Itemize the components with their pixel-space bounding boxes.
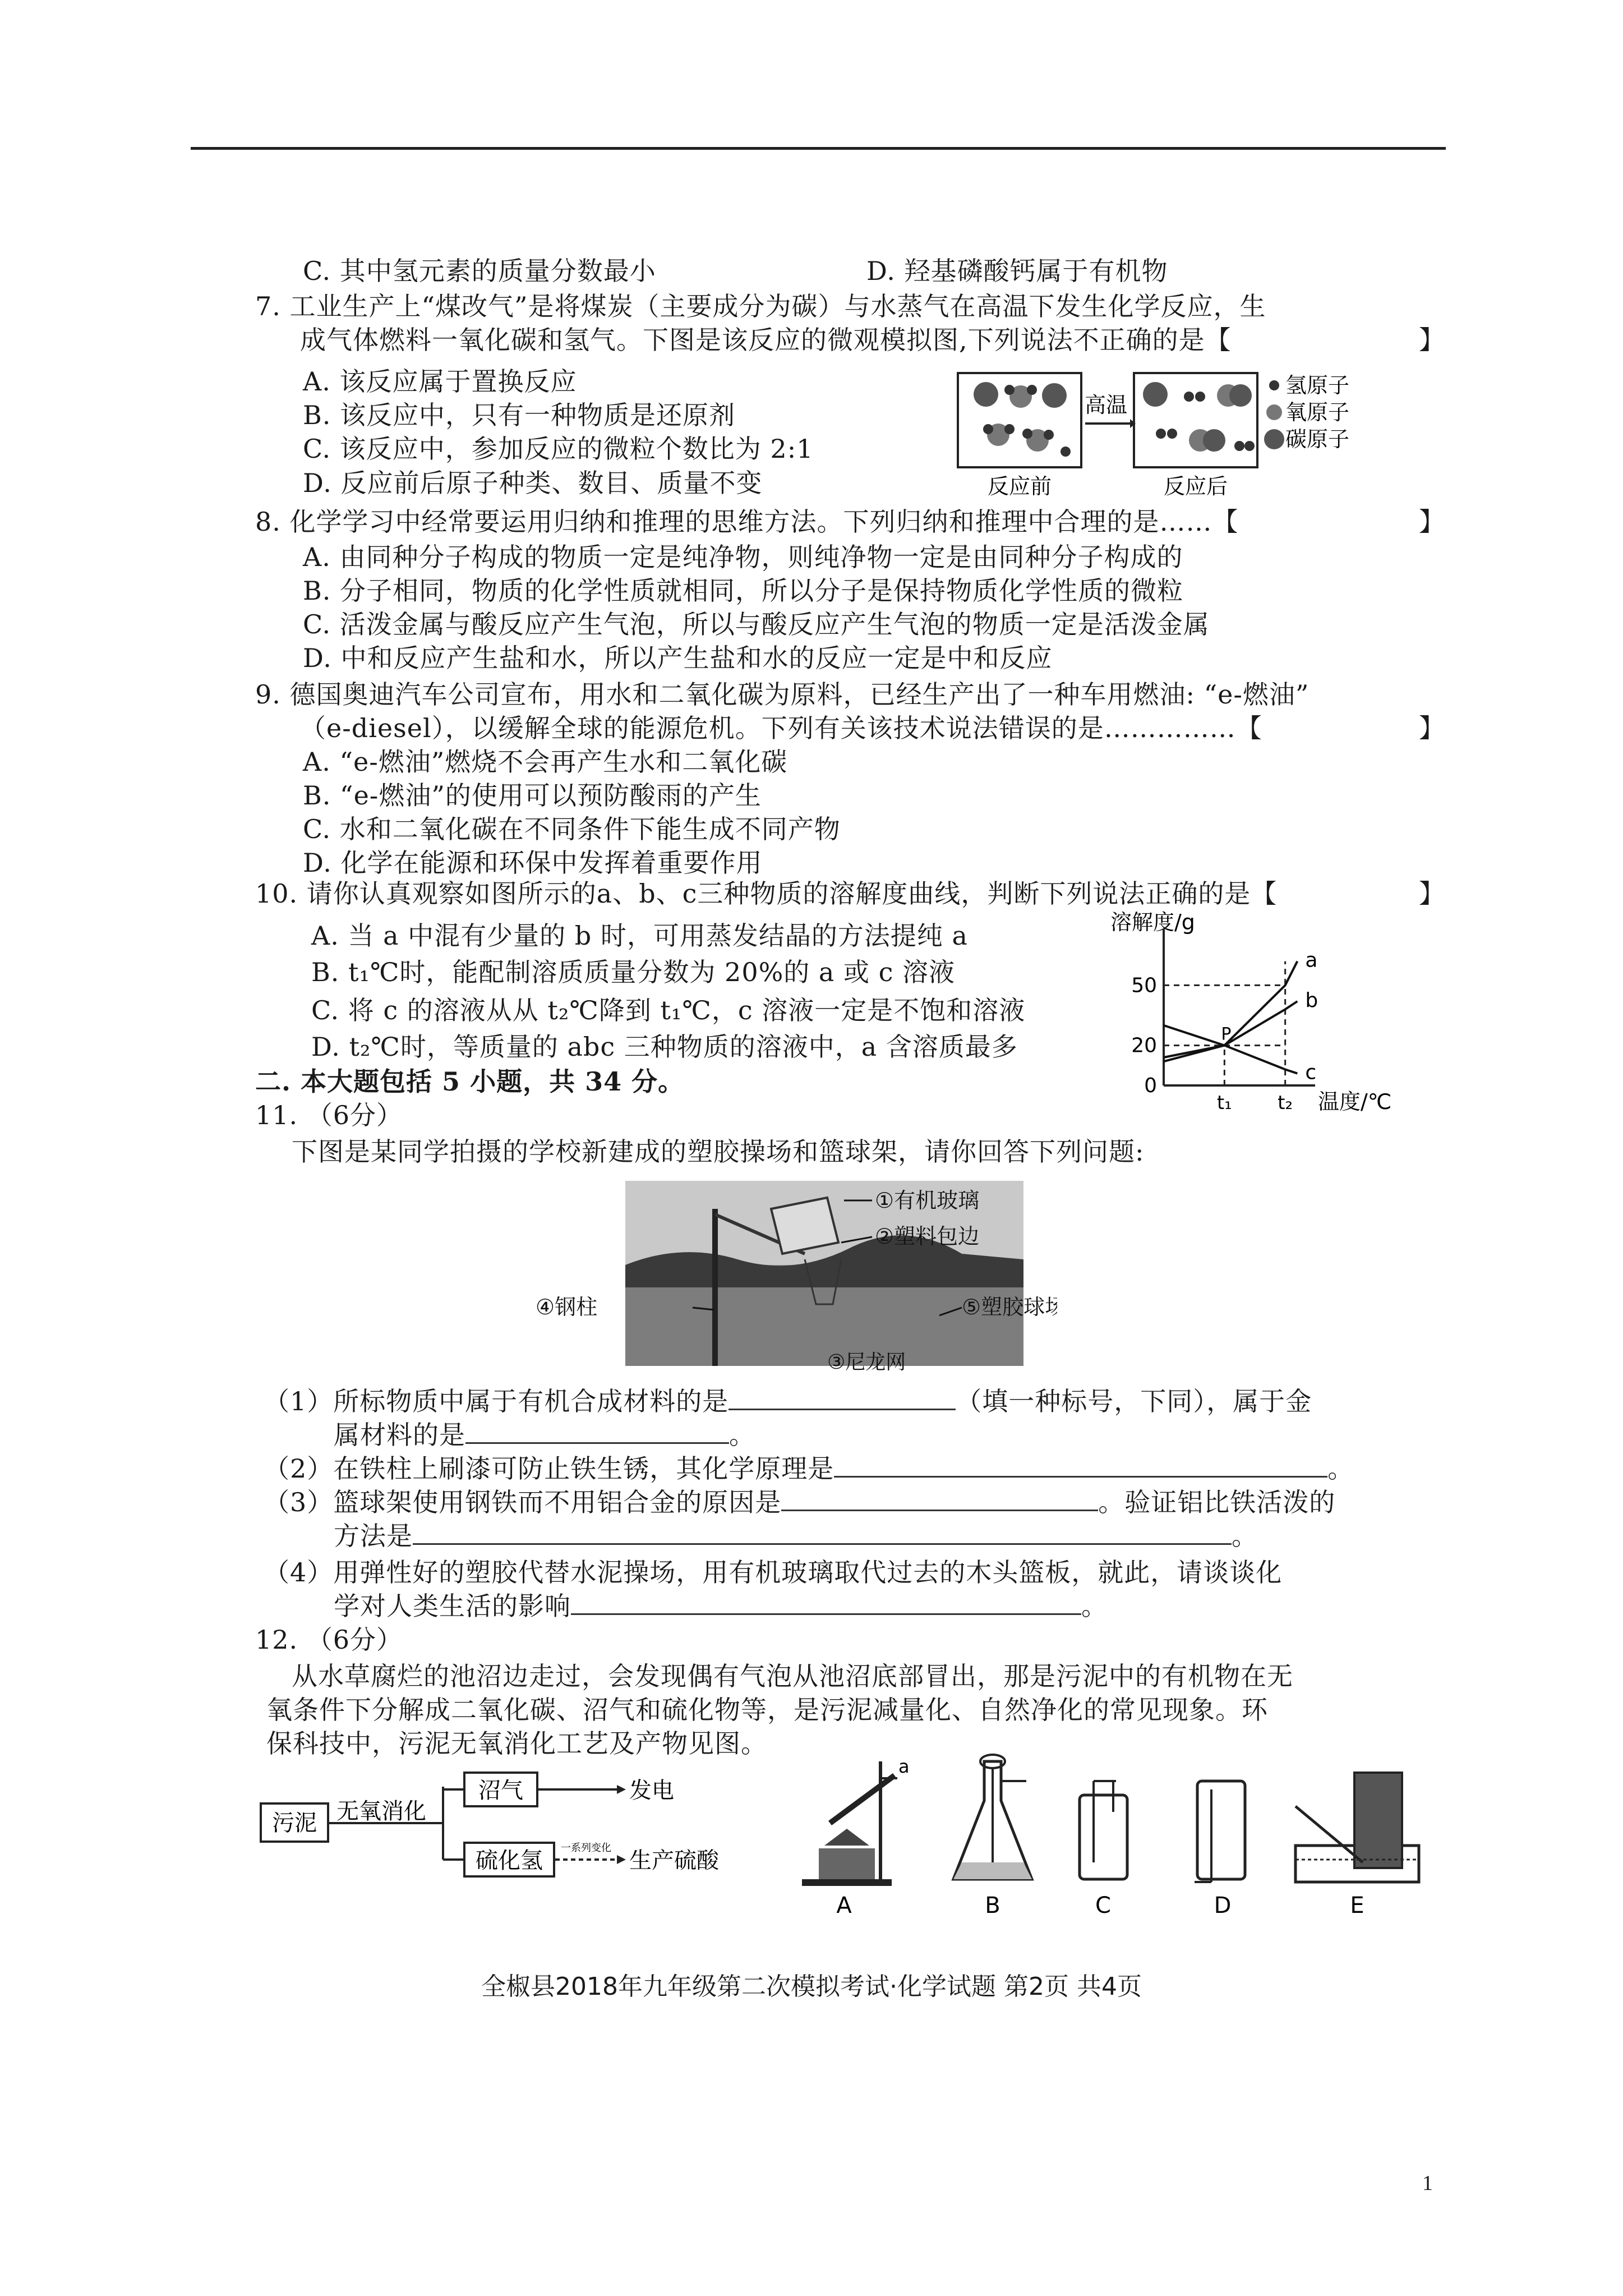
q8-bracket-close: 】: [1419, 507, 1445, 537]
label-plastic-edge: ②塑料包边: [875, 1224, 980, 1249]
series-line-a: [1164, 961, 1297, 1062]
q11-intro: 下图是某同学拍摄的学校新建成的塑胶操场和篮球架，请你回答下列问题:: [292, 1137, 1145, 1167]
y-tick-label: 50: [1131, 974, 1157, 997]
q9-stem-line1: 9. 德国奥迪汽车公司宣布，用水和二氧化碳为原料，已经生产出了一种车用燃油: “e-燃油”: [255, 679, 1310, 710]
q11-part3-line1: [264, 1487, 1335, 1518]
q9-option-a: A. “e-燃油”燃烧不会再产生水和二氧化碳: [303, 747, 788, 777]
q7-option-d: D. 反应前后原子种类、数目、质量不变: [303, 468, 763, 498]
apparatus-label-b: B: [985, 1893, 1000, 1918]
label-a-tube: a: [898, 1756, 910, 1777]
q11-part4-line2: [334, 1590, 1108, 1622]
q8-option-d: D. 中和反应产生盐和水，所以产生盐和水的反应一定是中和反应: [303, 643, 1053, 673]
apparatus-label-a: A: [836, 1893, 852, 1918]
label-organic-glass: ①有机玻璃: [875, 1188, 980, 1213]
series-label-a: a: [1305, 949, 1318, 972]
q10-option-c: C. 将 c 的溶液从从 t₂℃降到 t₁℃，c 溶液一定是不饱和溶液: [311, 995, 1026, 1025]
period: 。: [1081, 1591, 1108, 1621]
page-footer: 全椒县2018年九年级第二次模拟考试·化学试题 第2页 共4页: [481, 1972, 1142, 2001]
flow-arrow-label: 一系列变化: [561, 1842, 611, 1854]
label-nylon-net: ③尼龙网: [827, 1351, 906, 1374]
q7-option-a: A. 该反应属于置换反应: [303, 366, 577, 397]
q11-part1-line1: [264, 1386, 1312, 1417]
flow-product-1-out: 发电: [629, 1778, 674, 1803]
apparatus-a: [802, 1756, 910, 1918]
before-label: 反应前: [987, 474, 1052, 499]
q12-line3: 保科技中，污泥无氧消化工艺及产物见图。: [266, 1728, 767, 1759]
x-tick-label: t₂: [1278, 1092, 1293, 1114]
q11-blank-5[interactable]: [413, 1521, 1232, 1545]
label-rubber-court: ⑤塑胶球场: [962, 1295, 1057, 1319]
y-tick-label: 0: [1144, 1074, 1157, 1097]
top-rule: [191, 147, 1446, 150]
q11-part2-text: （2）在铁柱上刷漆可防止铁生锈，其化学原理是: [264, 1453, 834, 1484]
apparatus-e: [1295, 1773, 1419, 1918]
q9-option-b: B. “e-燃油”的使用可以预防酸雨的产生: [303, 780, 762, 811]
series-label-b: b: [1305, 989, 1318, 1012]
q10-bracket-close: 】: [1419, 878, 1445, 909]
flow-product-2: 硫化氢: [476, 1848, 543, 1874]
q7-stem-line2: 成气体燃料一氧化碳和氢气。下图是该反应的微观模拟图,下列说法不正确的是【: [300, 325, 1232, 355]
sludge-flow-diagram: [258, 1767, 796, 1885]
arrow-label: 高温: [1084, 393, 1128, 417]
q11-head: 11. （6分）: [255, 1100, 403, 1130]
q9-option-c: C. 水和二氧化碳在不同条件下能生成不同产物: [303, 814, 841, 844]
period: 。: [729, 1420, 755, 1450]
q8-option-b: B. 分子相同，物质的化学性质就相同，所以分子是保持物质化学性质的微粒: [303, 576, 1184, 606]
apparatus-label-c: C: [1095, 1893, 1111, 1918]
q9-bracket-close: 】: [1419, 713, 1445, 743]
legend-carbon: 碳原子: [1285, 427, 1350, 452]
label-steel-post: ④钢柱: [536, 1295, 598, 1319]
q10-option-b: B. t₁℃时，能配制溶质质量分数为 20%的 a 或 c 溶液: [311, 957, 955, 987]
q8-option-a: A. 由同种分子构成的物质一定是纯净物，则纯净物一定是由同种分子构成的: [303, 542, 1183, 572]
flow-product-1: 沼气: [478, 1778, 523, 1803]
q11-part3-line2: [334, 1520, 1258, 1552]
q11-part3-c: 方法是: [334, 1521, 413, 1551]
q10-option-a: A. 当 a 中混有少量的 b 时，可用蒸发结晶的方法提纯 a: [311, 921, 968, 951]
flow-product-2-out: 生产硫酸: [629, 1848, 719, 1874]
flow-process: 无氧消化: [336, 1798, 426, 1824]
q11-part1-a: （1）所标物质中属于有机合成材料的是: [264, 1386, 729, 1416]
q7-option-c: C. 该反应中，参加反应的微粒个数比为 2:1: [303, 434, 814, 464]
q8-option-c: C. 活泼金属与酸反应产生气泡，所以与酸反应产生气泡的物质一定是活泼金属: [303, 609, 1210, 639]
q9-option-d: D. 化学在能源和环保中发挥着重要作用: [303, 848, 763, 878]
q11-part3-b: 。验证铝比铁活泼的: [1098, 1487, 1336, 1517]
legend-hydrogen: 氢原子: [1285, 373, 1350, 398]
chart-ylabel: 溶解度/g: [1110, 910, 1195, 935]
page-number: 1: [1422, 2171, 1433, 2195]
after-label: 反应后: [1163, 474, 1228, 499]
q11-blank-1[interactable]: [728, 1386, 956, 1410]
q11-blank-6[interactable]: [571, 1591, 1081, 1615]
period: 。: [1327, 1453, 1354, 1484]
q10-stem: 10. 请你认真观察如图所示的a、b、c三种物质的溶解度曲线，判断下列说法正确的是【: [255, 878, 1278, 909]
period: 。: [1232, 1521, 1258, 1551]
q11-part1-c: 属材料的是: [334, 1420, 465, 1450]
q11-photo: [536, 1175, 1057, 1377]
q11-blank-4[interactable]: [781, 1487, 1098, 1511]
q9-stem-line2: （e-diesel），以缓解全球的能源危机。下列有关该技术说法错误的是……………【: [300, 713, 1262, 743]
solubility-chart: [1110, 906, 1424, 1130]
legend-oxygen: 氧原子: [1285, 400, 1350, 425]
q11-part1-line2: [334, 1419, 755, 1451]
q12-line2: 氧条件下分解成二氧化碳、沼气和硫化物等，是污泥减量化、自然净化的常见现象。环: [266, 1695, 1268, 1725]
q11-part2: [264, 1453, 1354, 1484]
q7-micro-diagram: [953, 367, 1436, 502]
flow-start: 污泥: [272, 1810, 317, 1836]
q12-line1: 从水草腐烂的池沼边走过，会发现偶有气泡从池沼底部冒出，那是污泥中的有机物在无: [292, 1661, 1293, 1691]
q11-part3-a: （3）篮球架使用钢铁而不用铝合金的原因是: [264, 1487, 782, 1517]
q6-option-d: D. 羟基磷酸钙属于有机物: [866, 256, 1168, 286]
apparatus-d: [1195, 1781, 1245, 1918]
apparatus-c: [1080, 1781, 1127, 1918]
apparatus-b: [953, 1755, 1032, 1918]
q11-part4-line1: （4）用弹性好的塑胶代替水泥操场，用有机玻璃取代过去的木头篮板，就此，请谈谈化: [264, 1557, 1283, 1588]
q7-bracket-close: 】: [1419, 325, 1445, 355]
intersection-label: P: [1221, 1024, 1232, 1045]
q10-option-d: D. t₂℃时，等质量的 abc 三种物质的溶液中，a 含溶质最多: [311, 1032, 1018, 1062]
apparatus-label-e: E: [1350, 1893, 1364, 1918]
x-tick-label: t₁: [1216, 1092, 1232, 1114]
chart-xlabel: 温度/℃: [1318, 1089, 1392, 1114]
playground-photo: [536, 1175, 1057, 1377]
carbon-atom: [974, 382, 998, 407]
y-tick-label: 20: [1131, 1034, 1157, 1057]
section-2-heading: 二. 本大题包括 5 小题，共 34 分。: [255, 1066, 685, 1097]
q12-head: 12. （6分）: [255, 1625, 403, 1655]
q11-blank-3[interactable]: [834, 1453, 1327, 1478]
q8-stem: 8. 化学学习中经常要运用归纳和推理的思维方法。下列归纳和推理中合理的是……【: [255, 507, 1239, 537]
apparatus-label-d: D: [1214, 1893, 1232, 1918]
q6-option-c: C. 其中氢元素的质量分数最小: [303, 256, 656, 286]
q11-part4-b: 学对人类生活的影响: [334, 1591, 571, 1621]
q7-option-b: B. 该反应中，只有一种物质是还原剂: [303, 400, 736, 430]
q7-stem-line1: 7. 工业生产上“煤改气”是将煤炭（主要成分为碳）与水蒸气在高温下发生化学反应，生: [255, 291, 1266, 321]
series-label-c: c: [1305, 1061, 1317, 1084]
q11-blank-2[interactable]: [465, 1420, 729, 1444]
lab-apparatus: [802, 1750, 1441, 1918]
q11-part1-b: （填一种标号，下同），属于金: [956, 1386, 1312, 1416]
